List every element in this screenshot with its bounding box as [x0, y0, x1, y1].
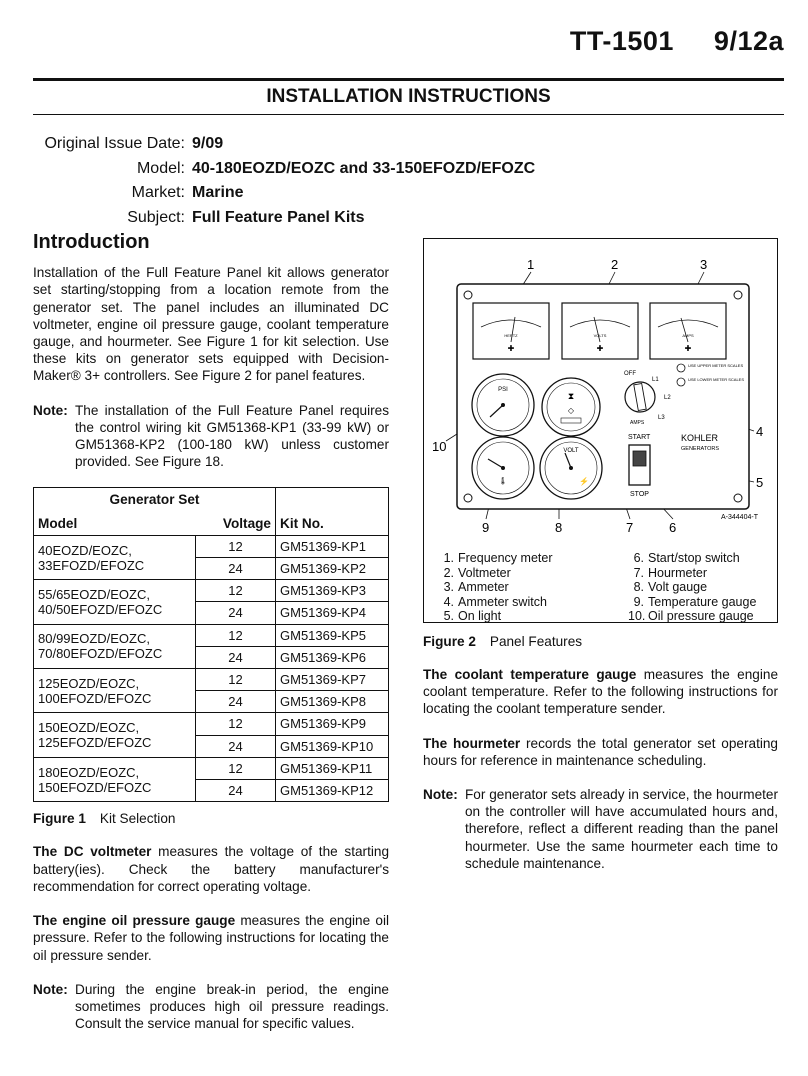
lightning-icon: ⚡ [579, 477, 589, 486]
para-lead: The engine oil pressure gauge [33, 913, 236, 929]
brand-sub: GENERATORS [681, 446, 719, 452]
meta-label: Subject: [127, 208, 185, 226]
switch-label-stop: STOP [630, 491, 649, 498]
kit-number-cell: GM51369-KP12 [276, 780, 389, 802]
figure-caption: Kit Selection [99, 811, 176, 827]
figure-caption: Panel Features [489, 634, 583, 649]
meter-adjust-icon: ✚ [596, 344, 604, 353]
meter-adjust-icon: ✚ [684, 344, 692, 353]
document-number [570, 26, 784, 57]
legend-text: Oil pressure gauge [648, 609, 754, 623]
scale-upper-label: USE UPPER METER SCALES [688, 363, 744, 368]
note-text: During the engine break-in period, the engine sometimes produces high oil pressure readings. Consult the service manual for specific values. [75, 981, 389, 1032]
legend-number: 4. [443, 594, 454, 609]
legend-item [438, 595, 628, 610]
callout-9: 9 [482, 520, 490, 535]
legend-text: Volt gauge [648, 580, 708, 594]
kit-selection-table [33, 487, 389, 802]
model-cell: 180EOZD/EOZC, 150EFOZD/EFOZC [34, 757, 196, 801]
voltage-cell: 24 [196, 780, 276, 802]
figure-label: Figure 1 [33, 811, 86, 827]
note-label: Note: [33, 981, 68, 997]
kit-number-cell: GM51369-KP8 [276, 691, 389, 713]
para-text: records the total generator set operating hours for reference in maintenance scheduling. [423, 735, 778, 768]
para-text: measures the engine oil pressure. Refer to the following instructions for locating the oil pressure sender. [33, 913, 389, 963]
legend-number: 9. [633, 594, 644, 609]
callout-6: 6 [669, 520, 677, 535]
gauge-label-psi: PSI [498, 387, 508, 393]
legend-number: 5. [443, 609, 454, 623]
figure-2-caption [423, 634, 582, 649]
model-cell: 55/65EOZD/EOZC, 40/50EFOZD/EFOZC [34, 580, 196, 624]
callout-8: 8 [555, 520, 563, 535]
doc-number: TT-1501 [569, 26, 674, 56]
kit-number-cell: GM51369-KP10 [276, 735, 389, 757]
para-lead: The DC voltmeter [33, 844, 152, 860]
frequency-meter [473, 303, 549, 359]
kit-number-cell: GM51369-KP2 [276, 558, 389, 580]
legend-number: 8. [633, 580, 644, 594]
meta-row-market [20, 181, 620, 206]
model-cell: 80/99EOZD/EOZC, 70/80EFOZD/EFOZC [34, 624, 196, 668]
callout-2: 2 [611, 257, 619, 272]
meta-row-model [20, 157, 620, 182]
voltage-cell: 24 [196, 735, 276, 757]
note-text: For generator sets already in service, the hourmeter on the controller will have accumulated hours and, therefore, reflect a different reading than the panel hourmeter. Use the same hourmeter each time to schedule maintenance. [465, 787, 778, 871]
voltage-cell: 12 [196, 580, 276, 602]
legend-item [438, 566, 628, 581]
callout-5: 5 [756, 475, 764, 490]
note-hourmeter [423, 786, 778, 872]
header-rule [33, 78, 784, 81]
hourmeter-paragraph [423, 735, 778, 769]
section-heading-introduction: Introduction [33, 231, 150, 253]
hourmeter [542, 378, 600, 436]
note-text: The installation of the Full Feature Panel requires the control wiring kit GM51368-KP1 (33-99 kW) or GM51368-KP2 (100-180 kW) unless customer provided. See Figure 18. [75, 402, 389, 470]
diamond-icon: ◇ [567, 406, 575, 415]
callout-4: 4 [756, 424, 764, 439]
dc-voltmeter-paragraph [33, 843, 389, 895]
voltage-cell: 12 [196, 713, 276, 735]
kit-number-cell: GM51369-KP5 [276, 624, 389, 646]
kit-number-cell: GM51369-KP4 [276, 602, 389, 624]
hourglass-icon: ⧗ [567, 391, 575, 401]
legend-text: Temperature gauge [648, 594, 757, 609]
meter-label-volts: VOLTS [593, 333, 607, 338]
kit-number-cell: GM51369-KP6 [276, 646, 389, 668]
switch-label-l3: L3 [658, 415, 665, 421]
intro-paragraph: Installation of the Full Feature Panel kit allows generator set starting/stopping from a location remote from the generator set. The panel includes an illuminated DC voltmeter, engine oil pressure gauge, coolant temperature gauge, and hourmeter. See Figure 1 for kit selection. Use these kits on generator sets equipped with Decision-Maker® 3+ controllers. See Figure 2 for panel features. [33, 265, 389, 384]
figure-2-panel-illustration [423, 238, 778, 623]
legend-item [628, 551, 768, 566]
volt-gauge [540, 437, 602, 499]
table-row [34, 669, 389, 691]
voltage-cell: 12 [196, 624, 276, 646]
note-wiring-kit [33, 402, 389, 471]
kit-number-cell: GM51369-KP11 [276, 757, 389, 779]
callout-7: 7 [626, 520, 634, 535]
legend-text: Ammeter [458, 580, 509, 594]
oil-gauge-paragraph [33, 912, 389, 964]
kit-number-cell: GM51369-KP1 [276, 535, 389, 557]
figure-2-legend [438, 551, 768, 624]
temperature-gauge [472, 437, 534, 499]
meta-value: 9/09 [192, 135, 224, 152]
ammeter [650, 303, 726, 359]
voltage-cell: 12 [196, 757, 276, 779]
legend-item [438, 609, 628, 624]
voltage-cell: 24 [196, 602, 276, 624]
note-label: Note: [33, 402, 68, 418]
meta-row-issue-date [20, 132, 620, 157]
meter-adjust-icon: ✚ [507, 344, 515, 353]
legend-item [628, 609, 768, 624]
para-text: measures the engine coolant temperature. Refer to the following instructions for locating the coolant temperature sender. [423, 667, 779, 717]
oil-pressure-gauge [472, 374, 534, 436]
legend-item [438, 580, 628, 595]
table-group-header: Generator Set [34, 488, 276, 512]
meta-label: Market: [131, 184, 185, 201]
voltage-cell: 24 [196, 646, 276, 668]
legend-text: On light [458, 609, 502, 623]
table-header-kit: Kit No. [276, 488, 389, 535]
legend-number: 1. [443, 551, 454, 565]
meta-value: Full Feature Panel Kits [192, 208, 365, 226]
voltage-cell: 24 [196, 558, 276, 580]
table-row [34, 624, 389, 646]
legend-text: Voltmeter [458, 565, 511, 580]
legend-item [438, 551, 628, 566]
coolant-paragraph [423, 666, 778, 718]
kit-number-cell: GM51369-KP9 [276, 713, 389, 735]
meta-value: Marine [192, 184, 244, 201]
switch-label-l1: L1 [652, 377, 659, 383]
para-lead: The coolant temperature gauge [423, 667, 637, 682]
table-row [34, 713, 389, 735]
meter-label-amps: AMPS [682, 333, 694, 338]
left-column [33, 231, 389, 1049]
meter-label-hertz: HERTZ [504, 333, 518, 338]
callout-1: 1 [527, 257, 535, 272]
thermometer-icon: 🌡 [498, 478, 508, 485]
note-break-in [33, 981, 389, 1033]
legend-number: 2. [443, 565, 454, 580]
scale-lower-label: USE LOWER METER SCALES [688, 377, 745, 382]
legend-item [628, 595, 768, 610]
title-rule [33, 114, 784, 115]
legend-text: Hourmeter [648, 565, 708, 580]
model-cell: 150EOZD/EOZC, 125EFOZD/EFOZC [34, 713, 196, 757]
legend-number: 10. [628, 609, 646, 623]
meta-row-subject [20, 206, 620, 231]
panel-drawing [424, 239, 776, 539]
kit-number-cell: GM51369-KP3 [276, 580, 389, 602]
para-text: measures the voltage of the starting battery(ies). Check the battery manufacturer's recommendation for correct operating voltage. [33, 844, 389, 894]
legend-number: 6. [633, 551, 644, 565]
issue-info [20, 132, 620, 230]
page-title: INSTALLATION INSTRUCTIONS [266, 86, 551, 107]
switch-label-off: OFF [624, 371, 636, 377]
table-row [34, 535, 389, 557]
switch-label-amps: AMPS [630, 420, 645, 426]
switch-label-l2: L2 [664, 395, 671, 401]
brand-logo: KOHLER [681, 433, 719, 443]
callout-3: 3 [700, 257, 708, 272]
voltage-cell: 24 [196, 691, 276, 713]
voltmeter [562, 303, 638, 359]
legend-number: 3. [443, 580, 454, 594]
gauge-label-volt: VOLT [563, 448, 579, 454]
table-row [34, 580, 389, 602]
table-header-voltage: Voltage [196, 512, 276, 536]
right-column [423, 666, 778, 889]
switch-label-start: START [628, 434, 651, 441]
legend-text: Ammeter switch [458, 594, 547, 609]
callout-10: 10 [432, 439, 447, 454]
kit-number-cell: GM51369-KP7 [276, 669, 389, 691]
para-lead: The hourmeter [423, 735, 521, 751]
legend-text: Frequency meter [458, 551, 553, 565]
figure-label: Figure 2 [423, 634, 476, 649]
legend-text: Start/stop switch [648, 551, 740, 565]
meta-value: 40-180EOZD/EOZC and 33-150EFOZD/EFOZC [192, 159, 536, 177]
model-cell: 40EOZD/EOZC, 33EFOZD/EFOZC [34, 535, 196, 579]
art-id: A-344404-T [721, 514, 758, 521]
table-row [34, 757, 389, 779]
note-label: Note: [423, 787, 458, 803]
voltage-cell: 12 [196, 535, 276, 557]
model-cell: 125EOZD/EOZC, 100EFOZD/EFOZC [34, 669, 196, 713]
doc-revision: 9/12a [713, 26, 784, 56]
meta-label: Original Issue Date: [44, 135, 185, 152]
figure-1-caption [33, 810, 389, 827]
table-header-model: Model [34, 512, 196, 536]
legend-item [628, 566, 768, 581]
legend-item [628, 580, 768, 595]
legend-number: 7. [633, 565, 644, 580]
voltage-cell: 12 [196, 669, 276, 691]
meta-label: Model: [136, 159, 185, 177]
